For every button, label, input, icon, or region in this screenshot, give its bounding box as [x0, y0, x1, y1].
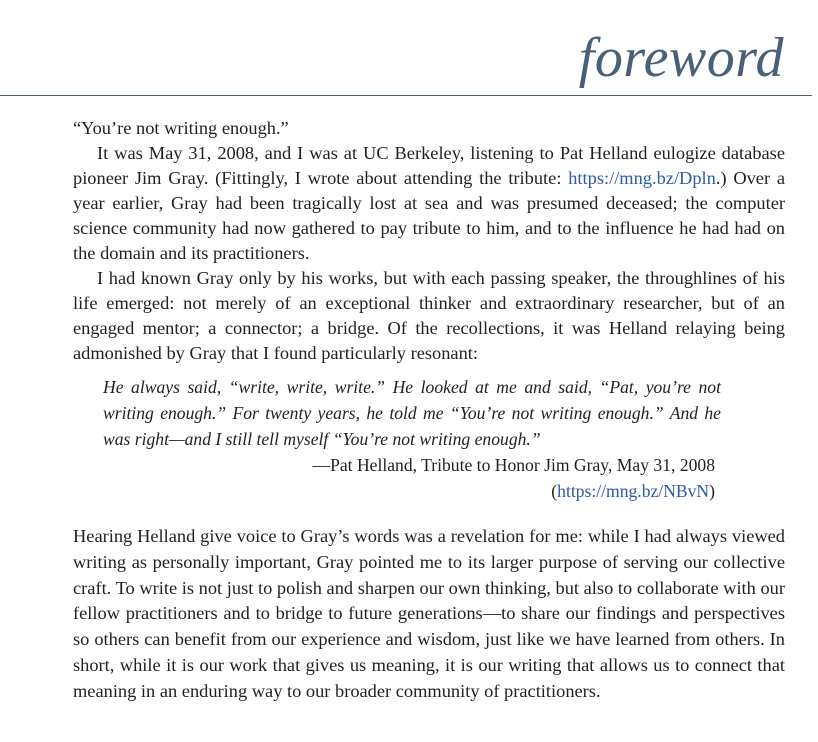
blockquote-text: He always said, “write, write, write.” He looked at me and said, “Pat, you’re not writing enough.” For twenty years, he told me “You’re not writing enough.” And he was right—and I still tell myself “You’re not writing enough.” [103, 377, 721, 449]
link-close-paren: ) [709, 481, 715, 501]
paragraph-tribute-text-start: It was May 31, 2008, and I was at UC Berkeley, listening to Pat Helland eulogize database pioneer Jim Gray. (Fittingly, I wrote about attending the tribute: [73, 143, 785, 188]
blockquote-link-line [73, 478, 715, 504]
header-divider [0, 95, 812, 96]
opening-quote-paragraph: “You’re not writing enough.” [73, 118, 289, 138]
paragraph-tribute [73, 141, 785, 266]
paragraph-revelation: Hearing Helland give voice to Gray’s words was a revelation for me: while I had always viewed writing as personally important, Gray pointed me to its larger purpose of serving our collective craft. To write is not just to polish and sharpen our own thinking, but also to collaborate with our fellow practitioners and to bridge to future generations—to share our findings and perspectives so others can benefit from our experience and wisdom, just like we have learned from others. In short, while it is our work that gives us meaning, it is our writing that allows us to connect that meaning in an enduring way to our broader community of practitioners. [73, 526, 785, 701]
tribute-video-link[interactable]: https://mng.bz/NBvN [557, 481, 710, 501]
tribute-link[interactable]: https://mng.bz/Dpln [568, 168, 716, 188]
paragraph-tribute-text-end: .) Over a year earlier, Gray had been tragically lost at sea and was presumed deceased; the computer science community had now gathered to pay tribute to him, and to the influence he had had on the domain and its practitioners. [73, 168, 786, 263]
link-open-paren: ( [551, 481, 558, 501]
blockquote-attribution: —Pat Helland, Tribute to Honor Jim Gray, May 31, 2008 [312, 455, 715, 475]
page-title: foreword [578, 27, 784, 89]
foreword-body [73, 116, 785, 705]
paragraph-recollections: I had known Gray only by his works, but with each passing speaker, the throughlines of his life emerged: not merely of an exceptional thinker and extraordinary researcher, but of an engaged mentor; a connector; a bridge. Of the recollections, it was Helland relaying being admonished by Gray that I found particularly resonant: [73, 268, 785, 363]
